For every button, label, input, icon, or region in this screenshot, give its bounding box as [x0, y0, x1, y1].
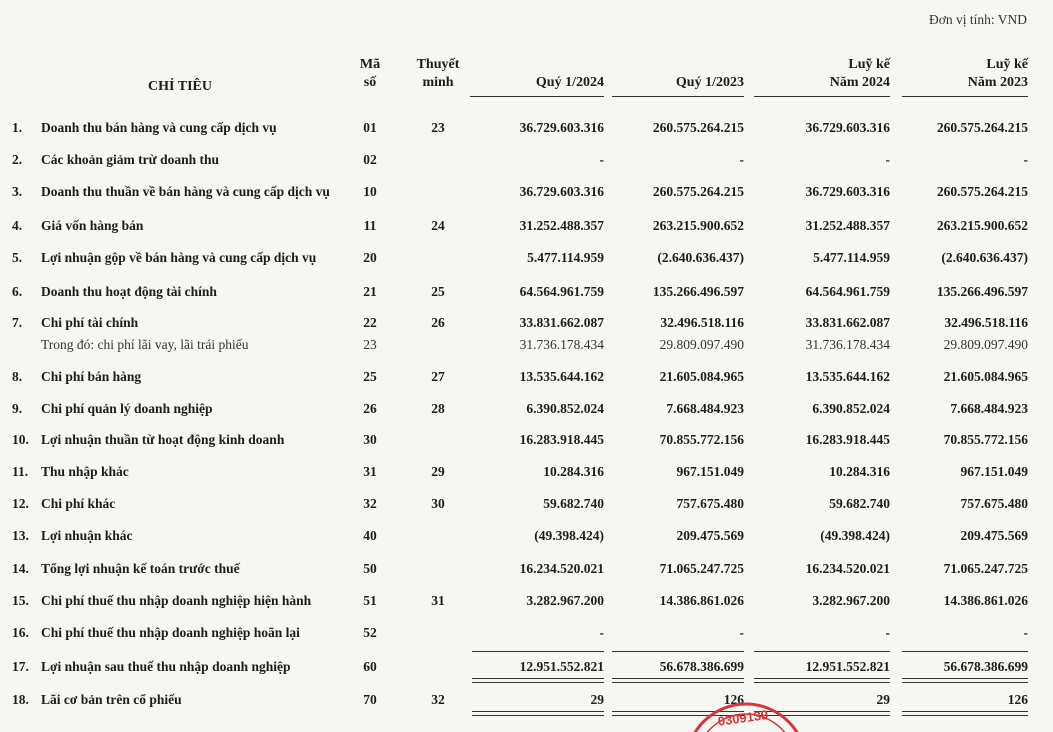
row-lk2023: 21.605.084.965 [943, 369, 1028, 384]
row-code: 23 [363, 337, 377, 352]
row-label: Chi phí thuế thu nhập doanh nghiệp hiện hành [41, 593, 312, 608]
row-lk2024: 31.736.178.434 [805, 337, 890, 352]
row-lk2024: 6.390.852.024 [812, 401, 890, 416]
row-note: 32 [431, 692, 445, 707]
row-q2024: 31.736.178.434 [519, 337, 604, 352]
company-seal-stamp [686, 700, 806, 732]
row-lk2023: (2.640.636.437) [941, 250, 1028, 265]
row-q2024: - [599, 152, 604, 167]
total-double-line-lk2024 [754, 678, 890, 683]
row-label: Doanh thu hoạt động tài chính [41, 284, 217, 299]
row-number: 15. [12, 593, 29, 608]
header-luy-ke-2024-line1: Luỹ kế [848, 57, 890, 72]
row-q2024: 36.729.603.316 [519, 120, 604, 135]
row-label: Chi phí thuế thu nhập doanh nghiệp hoãn lại [41, 625, 300, 640]
row-label: Chi phí khác [41, 496, 116, 511]
header-ma-so-line2: số [363, 75, 377, 90]
table-row [0, 591, 1053, 611]
table-row [0, 367, 1053, 387]
row-code: 25 [363, 369, 377, 384]
row-label: Chi phí tài chính [41, 315, 139, 330]
subtotal-line-q2024 [472, 651, 604, 652]
row-note: 29 [431, 464, 445, 479]
row-lk2023: 56.678.386.699 [943, 659, 1028, 674]
table-row [0, 526, 1053, 546]
row-code: 70 [363, 692, 377, 707]
row-lk2024: 64.564.961.759 [805, 284, 890, 299]
row-number: 2. [12, 152, 23, 167]
row-code: 32 [363, 496, 377, 511]
total-double-line-q2023 [612, 678, 744, 683]
row-lk2024: (49.398.424) [820, 528, 890, 543]
header-quy-2024: Quý 1/2024 [535, 75, 604, 90]
row-q2023: 29.809.097.490 [659, 337, 744, 352]
row-q2023: 135.266.496.597 [652, 284, 744, 299]
row-lk2024: 10.284.316 [829, 464, 890, 479]
seal-text: 0309139 [716, 706, 770, 729]
row-lk2024: - [885, 152, 890, 167]
row-number: 12. [12, 496, 29, 511]
row-lk2023: 757.675.480 [960, 496, 1028, 511]
row-lk2024: 3.282.967.200 [812, 593, 890, 608]
row-q2024: 31.252.488.357 [519, 218, 604, 233]
row-q2023: (2.640.636.437) [657, 250, 744, 265]
row-note: 23 [431, 120, 445, 135]
table-row [0, 313, 1053, 333]
row-label: Lợi nhuận khác [41, 528, 133, 543]
row-note: 25 [431, 284, 445, 299]
row-q2024: 6.390.852.024 [526, 401, 604, 416]
row-lk2023: 209.475.569 [960, 528, 1028, 543]
row-q2023: 56.678.386.699 [659, 659, 744, 674]
table-row [0, 118, 1053, 138]
row-q2024: 5.477.114.959 [527, 250, 604, 265]
row-code: 26 [363, 401, 377, 416]
row-label: Doanh thu thuần về bán hàng và cung cấp dịch vụ [41, 184, 330, 199]
row-lk2024: 59.682.740 [829, 496, 890, 511]
row-lk2024: 31.252.488.357 [805, 218, 890, 233]
row-lk2023: 967.151.049 [960, 464, 1028, 479]
row-q2023: 967.151.049 [676, 464, 744, 479]
row-q2024: 64.564.961.759 [519, 284, 604, 299]
row-q2024: 12.951.552.821 [519, 659, 604, 674]
row-code: 02 [363, 152, 377, 167]
row-q2023: 14.386.861.026 [659, 593, 744, 608]
row-lk2023: 260.575.264.215 [936, 184, 1028, 199]
row-number: 3. [12, 184, 23, 199]
header-luy-ke-2023 [900, 56, 1028, 92]
table-row [0, 690, 1053, 710]
header-thuyet-minh-line2: minh [422, 75, 454, 90]
row-q2023: 71.065.247.725 [659, 561, 744, 576]
row-q2023: - [739, 625, 744, 640]
row-code: 11 [363, 218, 377, 233]
row-q2023: 260.575.264.215 [652, 184, 744, 199]
row-q2023: 70.855.772.156 [659, 432, 744, 447]
row-code: 50 [363, 561, 377, 576]
subtotal-line-q2023 [612, 651, 744, 652]
row-q2023: 757.675.480 [676, 496, 744, 511]
eps-double-line-lk2023 [902, 711, 1028, 716]
row-number: 16. [12, 625, 29, 640]
row-lk2023: 71.065.247.725 [943, 561, 1028, 576]
header-thuyet-minh [408, 56, 468, 92]
row-number: 11. [12, 464, 29, 479]
row-lk2023: 135.266.496.597 [936, 284, 1028, 299]
row-code: 31 [363, 464, 377, 479]
row-lk2024: 12.951.552.821 [805, 659, 890, 674]
row-label: Chi phí bán hàng [41, 369, 142, 384]
row-lk2024: 29 [876, 692, 890, 707]
row-q2024: 59.682.740 [543, 496, 604, 511]
table-row [0, 182, 1053, 202]
row-code: 20 [363, 250, 377, 265]
row-lk2023: 7.668.484.923 [950, 401, 1028, 416]
row-label: Giá vốn hàng bán [41, 218, 144, 233]
row-number: 4. [12, 218, 23, 233]
row-lk2024: 36.729.603.316 [805, 184, 890, 199]
table-row [0, 462, 1053, 482]
table-row [0, 399, 1053, 419]
table-row [0, 216, 1053, 236]
row-lk2024: 33.831.662.087 [805, 315, 890, 330]
subtotal-line-lk2023 [902, 651, 1028, 652]
row-lk2024: 16.234.520.021 [805, 561, 890, 576]
table-row [0, 248, 1053, 268]
row-number: 6. [12, 284, 23, 299]
table-row [0, 150, 1053, 170]
row-code: 40 [363, 528, 377, 543]
row-q2024: 16.234.520.021 [519, 561, 604, 576]
row-label: Lãi cơ bản trên cổ phiếu [41, 692, 182, 707]
header-underline-lk2024 [754, 96, 890, 97]
row-number: 10. [12, 432, 29, 447]
table-row [0, 282, 1053, 302]
row-lk2024: 36.729.603.316 [805, 120, 890, 135]
row-label: Trong đó: chi phí lãi vay, lãi trái phiếu [41, 337, 249, 352]
row-lk2024: 5.477.114.959 [813, 250, 890, 265]
row-q2024: 13.535.644.162 [519, 369, 604, 384]
header-luy-ke-2024-line2: Năm 2024 [829, 75, 890, 90]
row-code: 01 [363, 120, 377, 135]
row-code: 51 [363, 593, 377, 608]
row-label: Tổng lợi nhuận kế toán trước thuế [41, 561, 240, 576]
row-label: Lợi nhuận sau thuế thu nhập doanh nghiệp [41, 659, 291, 674]
header-underline-lk2023 [902, 96, 1028, 97]
row-q2024: 10.284.316 [543, 464, 604, 479]
table-row [0, 430, 1053, 450]
total-double-line-q2024 [472, 678, 604, 683]
row-lk2023: 263.215.900.652 [936, 218, 1028, 233]
row-code: 60 [363, 659, 377, 674]
row-q2023: - [739, 152, 744, 167]
row-q2023: 260.575.264.215 [652, 120, 744, 135]
header-ma-so [352, 56, 388, 92]
total-double-line-lk2023 [902, 678, 1028, 683]
subtotal-line-lk2024 [754, 651, 890, 652]
row-number: 13. [12, 528, 29, 543]
row-note: 24 [431, 218, 445, 233]
row-code: 52 [363, 625, 377, 640]
header-luy-ke-2024 [752, 56, 890, 92]
row-number: 8. [12, 369, 23, 384]
row-lk2023: 260.575.264.215 [936, 120, 1028, 135]
row-label: Các khoản giảm trừ doanh thu [41, 152, 220, 167]
header-chi-tieu: CHỈ TIÊU [148, 79, 212, 94]
row-lk2023: 70.855.772.156 [943, 432, 1028, 447]
row-q2023: 32.496.518.116 [660, 315, 744, 330]
row-label: Doanh thu bán hàng và cung cấp dịch vụ [41, 120, 277, 135]
row-number: 14. [12, 561, 29, 576]
row-lk2023: 14.386.861.026 [943, 593, 1028, 608]
row-q2024: 16.283.918.445 [519, 432, 604, 447]
row-lk2024: - [885, 625, 890, 640]
row-note: 27 [431, 369, 445, 384]
header-underline-q2024 [470, 96, 604, 97]
row-lk2023: 126 [1007, 692, 1028, 707]
row-note: 26 [431, 315, 445, 330]
row-number: 5. [12, 250, 23, 265]
header-underline-q2023 [612, 96, 744, 97]
row-number: 7. [12, 315, 23, 330]
row-number: 18. [12, 692, 29, 707]
table-row-sub [0, 335, 1053, 355]
row-lk2024: 16.283.918.445 [805, 432, 890, 447]
row-lk2023: - [1023, 625, 1028, 640]
table-row [0, 623, 1053, 643]
row-lk2024: 13.535.644.162 [805, 369, 890, 384]
row-q2024: 33.831.662.087 [519, 315, 604, 330]
row-note: 31 [431, 593, 445, 608]
table-row [0, 559, 1053, 579]
header-luy-ke-2023-line1: Luỹ kế [986, 57, 1028, 72]
row-code: 21 [363, 284, 377, 299]
table-row [0, 494, 1053, 514]
row-lk2023: - [1023, 152, 1028, 167]
row-q2023: 126 [723, 692, 744, 707]
row-lk2023: 32.496.518.116 [944, 315, 1028, 330]
row-label: Thu nhập khác [41, 464, 129, 479]
row-q2023: 209.475.569 [676, 528, 744, 543]
row-q2023: 21.605.084.965 [659, 369, 744, 384]
row-q2023: 7.668.484.923 [666, 401, 744, 416]
eps-double-line-q2024 [472, 711, 604, 716]
header-ma-so-line1: Mã [359, 57, 381, 72]
row-q2024: 3.282.967.200 [526, 593, 604, 608]
row-lk2023: 29.809.097.490 [943, 337, 1028, 352]
row-note: 28 [431, 401, 445, 416]
row-q2023: 263.215.900.652 [652, 218, 744, 233]
row-label: Chi phí quản lý doanh nghiệp [41, 401, 213, 416]
row-code: 22 [363, 315, 377, 330]
row-label: Lợi nhuận gộp về bán hàng và cung cấp dịch vụ [41, 250, 317, 265]
header-quy-2023: Quý 1/2023 [675, 75, 744, 90]
table-row [0, 657, 1053, 677]
row-code: 10 [363, 184, 377, 199]
unit-label: Đơn vị tính: VND [928, 12, 1027, 27]
row-number: 17. [12, 659, 29, 674]
row-q2024: (49.398.424) [534, 528, 604, 543]
row-code: 30 [363, 432, 377, 447]
header-luy-ke-2023-line2: Năm 2023 [967, 75, 1028, 90]
row-q2024: 29 [590, 692, 604, 707]
header-thuyet-minh-line1: Thuyết [416, 57, 460, 72]
row-number: 9. [12, 401, 23, 416]
row-q2024: - [599, 625, 604, 640]
row-label: Lợi nhuận thuần từ hoạt động kinh doanh [41, 432, 285, 447]
row-number: 1. [12, 120, 23, 135]
row-q2024: 36.729.603.316 [519, 184, 604, 199]
row-note: 30 [431, 496, 445, 511]
